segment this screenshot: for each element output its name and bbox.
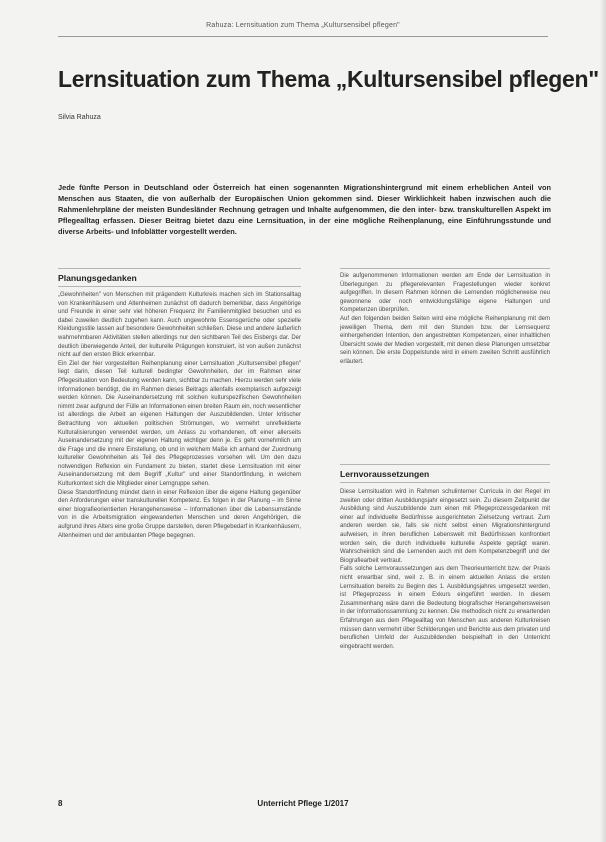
left-paragraph: „Gewohnheiten" von Menschen mit prägendem Kulturkreis machen sich im Stationsalltag von Krankenhäusern und Altenheimen zunächst oft dadurch bemerkbar, dass Angehörige und Freunde in einer sehr viel höheren Frequenz ihr Familienmitglied besuchen und es dabei zuweilen deutlich zugehen kann. Auch ungewohnte Essensgerüche oder spezielle Kleidungsstile lassen auf besondere Gewohnheiten schließen. Diese und andere äußerlich wahrnehmbaren Aktivitäten stellen allerdings nur den sichtbaren Teil des Eisbergs dar. Der deutlich überwiegende Anteil, der kulturelle Prägungen konstruiert, ist von außen zunächst nicht auf den ersten Blick erkennbar. (58, 292, 301, 359)
publication-footer: Unterricht Pflege 1/2017 (257, 799, 349, 808)
running-head: Rahuza: Lernsituation zum Thema „Kultursensibel pflegen" (206, 22, 400, 29)
page-edge-shadow (600, 0, 606, 842)
author-name: Silvia Rahuza (58, 114, 101, 121)
right-paragraph: Diese Lernsituation wird in Rahmen schulinterner Curricula in der Regel im zweiten oder dritten Ausbildungsjahr eingesetzt sein. Zu diesem Zeitpunkt der Ausbildung sind Auszubildende zum einen mit Pflegeprozessgedanken mit einer auf individuelle Bedürfnisse ausgerichteten Zielsetzung vertraut. Zum anderen werden sie, falls sie nicht selbst einen Migrationshintergrund aufweisen, in ihren beruflichen Lebenswelt mit Bedürfnissen konfrontiert worden sein, die durch individuelle kulturelle Aspekte geprägt waren. Wahrscheinlich sind die Lernenden auch mit dem Kompetenzbegriff und der Biografiearbeit vertraut. (340, 489, 550, 564)
left-paragraph: Ein Ziel der hier vorgestellten Reihenplanung einer Lernsituation „Kultursensibel pflegen" liegt darin, diesen Teil kulturell bedingter Gewohnheiten, der im Rahmen einer Pflegesituation von Bedeutung werden kann, sichtbar zu machen. Hierzu werden sehr viele Informationen benötigt, die im Rahmen dieses Beitrags allenfalls exemplarisch aufgezeigt werden können. Die Auseinandersetzung mit solchen kulturspezifischen Gewohnheiten nimmt zwar aufgrund der Fülle an Informationen einen breiten Raum ein, noch wesentlicher ist allerdings die Arbeit an eigenen Haltungen der Auszubildenden. Unter kritischer Betrachtung von aktuellen politischen Strömungen, wo vermehrt unreflektierte Kulturalisierungen verwendet werden, um Anlass zu vorhandenen, oft einer allerseits Auseinandersetzung mit der eigenen Haltung wichtiger denn je. Es geht vornehmlich um die Frage und die innere Einstellung, ob und in welchem Maße ich anhand der Zuordnung kultureller Gewohnheiten als Teil des Pflegeprozesses vorsehen will. Um den dazu notwendigen Reflexion ein Fundament zu bieten, startet diese Lernsituation mit einer Auseinandersetzung mit dem Begriff „Kultur" und einer Standortfindung, in welchem Kulturkontext sich die Mitglieder einer Lerngruppe sehen. (58, 360, 301, 488)
lead-paragraph: Jede fünfte Person in Deutschland oder Österreich hat einen sogenannten Migrationshintergrund mit einem erheblichen Anteil von Menschen aus Staaten, die von außerhalb der Europäischen Union gekommen sind. Dieser Wirklichkeit haben inzwischen auch die Rahmenlehrpläne der meisten Bundesländer Rechnung getragen und Inhalte aufgenommen, die den inter- bzw. transkulturellen Aspekt im Pflegealltag erfassen. Dieser Beitrag bietet dazu eine Lernsituation, in der eine mögliche Reihenplanung, eine Einführungsstunde und diverse Arbeits- und Infoblätter vorgestellt werden. (58, 183, 551, 236)
right-column-text-top (340, 272, 550, 442)
right-column-text-bottom (340, 488, 550, 776)
left-paragraph: Diese Standortfindung mündet dann in einer Reflexion über die eigene Haltung gegenüber den Anforderungen einer transkulturellen Kompetenz. Es folgen in der Planung – im Sinne einer biografieorientierten Herangehensweise – Informationen über die Lebensumstände von in die Arbeitsmigration eingewanderten Menschen und deren Angehörigen, die aufgrund ihres Alters eine große Gruppe darstellen, deren Pflegebedarf in Krankenhäusern, Altenheimen und der ambulanten Pflege begegnen. (58, 489, 301, 539)
page-number: 8 (58, 799, 63, 808)
right-paragraph: Die aufgenommenen Informationen werden am Ende der Lernsituation in Überlegungen zu pflegerelevanten Fragestellungen wieder konkret aufgegriffen. In diesem Rahmen können die Lernenden möglicherweise neu gewonnene oder noch entwicklungsfähige eigene Haltungen und Kompetenzen überprüfen. (340, 273, 550, 314)
right-column-top-rule (340, 268, 550, 269)
left-column-top-rule (58, 268, 301, 269)
section-heading-planungsgedanken: Planungsgedanken (58, 273, 137, 283)
right-column-section-rule (340, 464, 550, 465)
running-head-rule (58, 36, 548, 37)
right-paragraph: Auf den folgenden beiden Seiten wird eine mögliche Reihenplanung mit dem jeweiligen Thema, dem mit den Stunden bzw. der Lernsequenz einhergehenden Intention, den angestrebten Kompetenzen, einer inhaltlichen Übersicht sowie der Medien vorgestellt, mit denen diese Planungen umsetzbar sein können. Die erste Doppelstunde wird in einem zweiten Schritt ausführlich erläutert. (340, 315, 550, 365)
right-paragraph: Falls solche Lernvoraussetzungen aus dem Theorieunterricht bzw. der Praxis nicht erwartbar sind, weil z. B. in einem aktuellen Anlass die ersten Lernsituation bereits zu Beginn des 1. Ausbildungsjahres umgesetzt werden, ist Pflegeprozess in einem Exkurs eingeführt werden. In diesem Zusammenhang wäre dann die Bedeutung biografischer Herangehensweisen in der Informationssammlung zu kennen. Die methodisch nicht zu erwartenden Erfahrungen aus dem Pflegealltag von Menschen aus anderen Kulturkreisen müssen dann vermehrt über Schilderungen und Berichte aus dem privaten und beruflichen Umfeld der Auszubildenden beispielhaft in den Unterricht eingebracht werden. (340, 566, 550, 650)
right-column-heading-rule (340, 482, 550, 483)
left-column-text (58, 291, 301, 776)
left-column-heading-rule (58, 286, 301, 287)
section-heading-lernvoraussetzungen: Lernvoraussetzungen (340, 469, 430, 479)
article-title: Lernsituation zum Thema „Kultursensibel pflegen" (58, 66, 599, 92)
